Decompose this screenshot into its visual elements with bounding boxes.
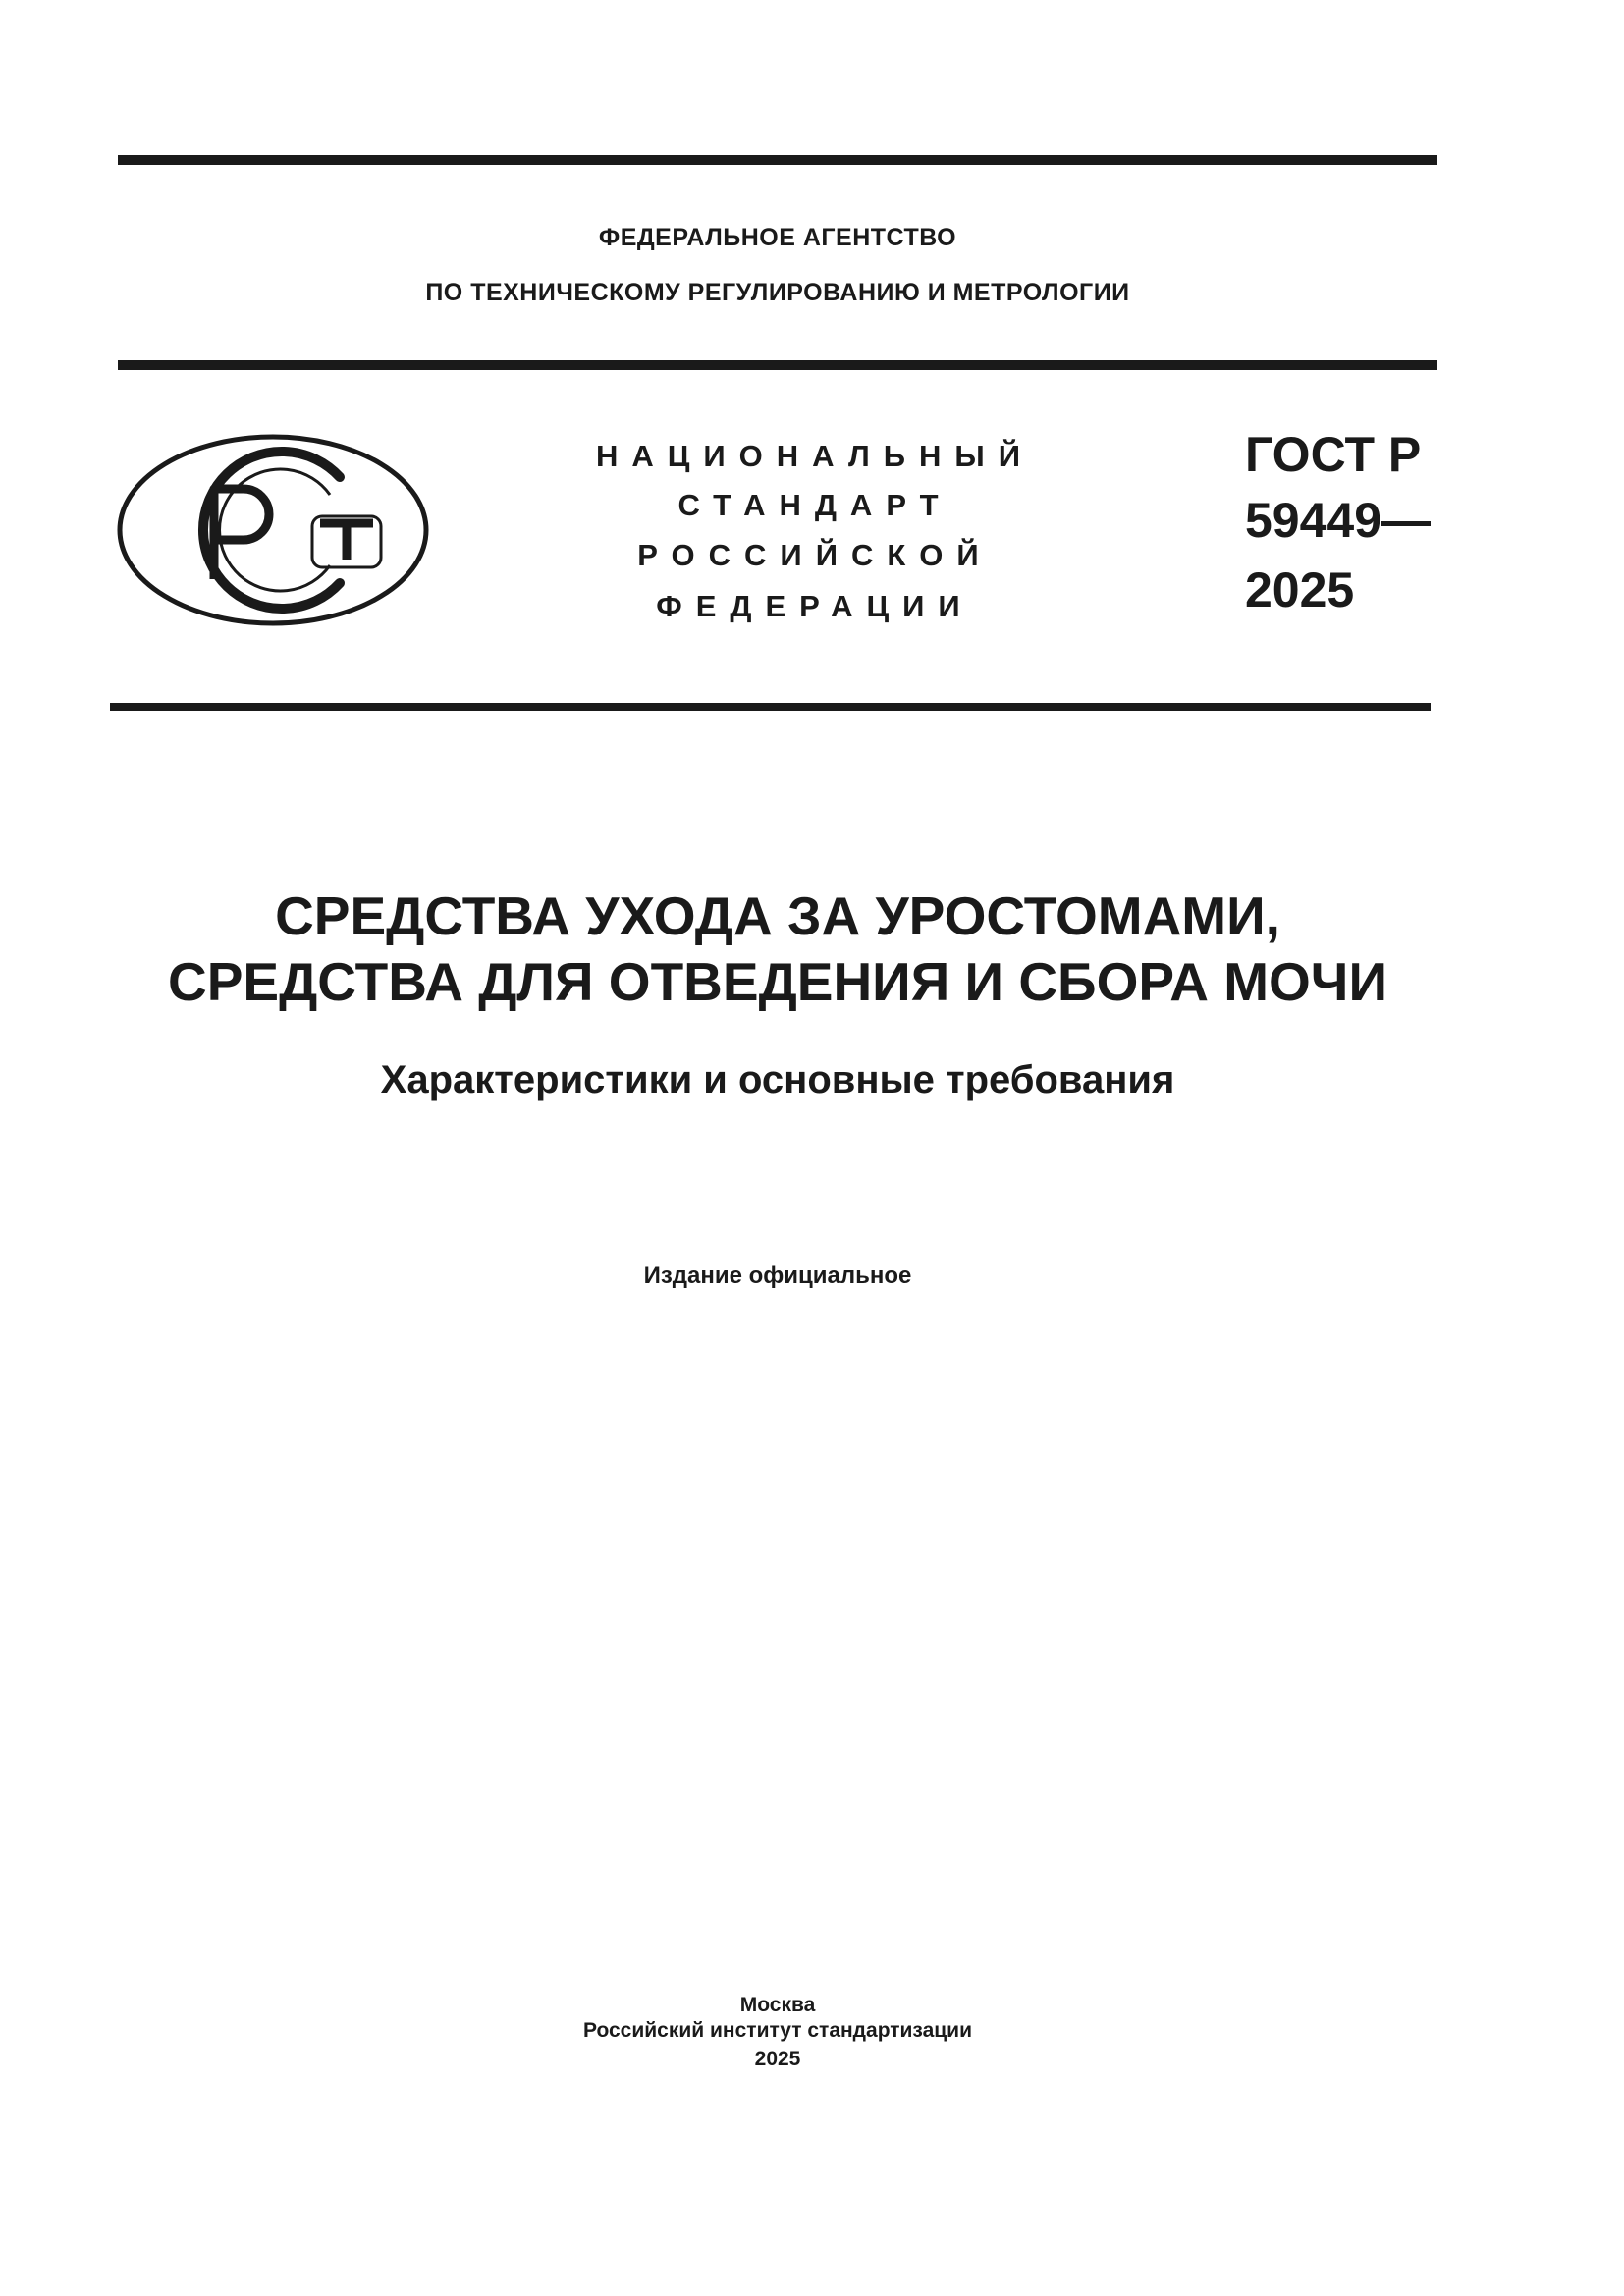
standard-type-line-4: ФЕДЕРАЦИИ: [656, 589, 974, 623]
standard-type-line-3: РОССИЙСКОЙ: [637, 538, 993, 572]
rst-certification-mark-icon: [116, 432, 430, 628]
divider-rule: [110, 703, 1431, 711]
top-rule: [118, 155, 1437, 165]
agency-line-2: ПО ТЕХНИЧЕСКОМУ РЕГУЛИРОВАНИЮ И МЕТРОЛОГИИ: [425, 279, 1130, 306]
document-subtitle: Характеристики и основные требования: [380, 1058, 1175, 1101]
publication-year: 2025: [754, 2048, 801, 2070]
rst-emblem: [116, 432, 430, 628]
designation-line-3: 2025: [1245, 562, 1355, 617]
designation-line-1: ГОСТ Р: [1245, 427, 1422, 482]
standard-type-line-1: НАЦИОНАЛЬНЫЙ: [595, 439, 1035, 473]
document-title-line-1: СРЕДСТВА УХОДА ЗА УРОСТОМАМИ,: [275, 885, 1280, 946]
document-title-line-2: СРЕДСТВА ДЛЯ ОТВЕДЕНИЯ И СБОРА МОЧИ: [168, 951, 1387, 1012]
designation-line-2: 59449—: [1245, 493, 1432, 548]
header-rule: [118, 360, 1437, 370]
publication-city: Москва: [739, 1994, 816, 2016]
publisher-name: Российский институт стандартизации: [582, 2019, 973, 2042]
agency-line-1: ФЕДЕРАЛЬНОЕ АГЕНТСТВО: [598, 224, 957, 251]
standard-type-line-2: СТАНДАРТ: [677, 488, 952, 522]
edition-note: Издание официальное: [643, 1262, 912, 1289]
